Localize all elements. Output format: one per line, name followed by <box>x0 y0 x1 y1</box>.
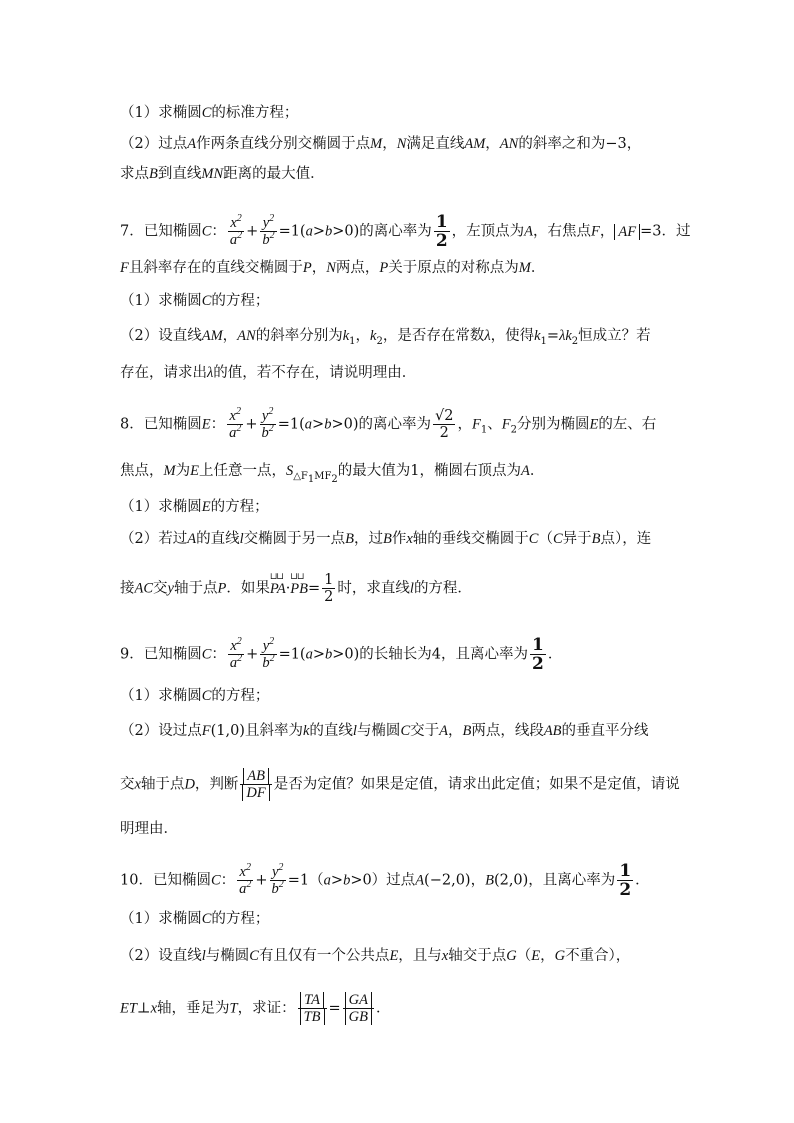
p7-stem-line1: 7．已知椭圆C： $\frac{x^2}{a^2}$ + $\frac{y^2}{b^2}$ =1(a>b>0)的离心率为 $\frac{1}{2}$ ，左顶点为A，右焦点F， AF =3．过 <box>120 212 691 251</box>
p9-part2-line1: （2）设过点F(1,0)且斜率为k的直线l与椭圆C交于A，B两点，线段AB的垂直平分线 <box>120 723 649 739</box>
p8-part1: （1）求椭圆E的方程； <box>120 499 269 515</box>
p6-part2-line1: （2）过点A作两条直线分别交椭圆于点M，N满足直线AM，AN的斜率之和为−3， <box>120 136 642 152</box>
p9-stem: 9．已知椭圆C： $\frac{x^2}{a^2}$ + $\frac{y^2}{b^2}$ =1(a>b>0)的长轴长为4，且离心率为 $\frac{1}{2}$ ． <box>120 635 563 674</box>
p6-part2-line2: 求点B到直线MN距离的最大值． <box>120 166 325 182</box>
p7-part1: （1）求椭圆C的方程； <box>120 293 270 309</box>
p8-stem-line2: 焦点，M为E上任意一点，$S_{\triangle F_1MF_2}$的最大值为1，椭圆右顶点为A． <box>120 463 545 485</box>
p7-stem-line2: F且斜率存在的直线交椭圆于P，N两点，P关于原点的对称点为M． <box>120 260 546 276</box>
p8-stem-line1: 8．已知椭圆E： $\frac{x^2}{a^2}$ + $\frac{y^2}{b^2}$ =1(a>b>0)的离心率为 $\frac{√2}{2}$ ，$F_1$、$F_2$分别为椭圆E的左、右 <box>120 406 657 441</box>
p9-part2-line2: 交x轴于点D，判断 $\frac{AB}{DF}$ 是否为定值？如果是定值，请求出此定值；如果不是定值，请说 <box>120 768 680 801</box>
p10-part2-line1: （2）设直线l与椭圆C有且仅有一个公共点E，且与x轴交于点G（E，G不重合）， <box>120 948 631 964</box>
p10-part1: （1）求椭圆C的方程； <box>120 911 270 927</box>
p10-stem: 10．已知椭圆C： $\frac{x^2}{a^2}$ + $\frac{y^2}{b^2}$ =1（a>b>0）过点A(−2,0)，B(2,0)，且离心率为 $\frac{1}{2}$ ． <box>120 861 650 900</box>
p7-part2-line2: 存在，请求出λ的值，若不存在，请说明理由． <box>120 365 417 381</box>
p9-part1: （1）求椭圆C的方程； <box>120 688 270 704</box>
p6-part1: （1）求椭圆C的标准方程； <box>120 105 299 121</box>
p7-part2-line1: （2）设直线AM，AN的斜率分别为$k_1$，$k_2$，是否存在常数λ，使得$k_1=\lambda k_2$恒成立？若 <box>120 328 651 347</box>
p10-part2-line2: ET⊥x轴，垂足为T，求证： $\frac{TA}{TB}$ = $\frac{GA}{GB}$ ． <box>120 992 391 1025</box>
p8-part2-line1: （2）若过A的直线l交椭圆于另一点B，过B作x轴的垂线交椭圆于C（C异于B点），连 <box>120 531 652 547</box>
p8-part2-line2: 接AC交y轴于点P．如果⊔⊔ PA·⊔⊔ PB= $\frac{1}{2}$ 时，求直线l的方程． <box>120 572 704 605</box>
p9-part2-line3: 明理由． <box>120 821 178 837</box>
